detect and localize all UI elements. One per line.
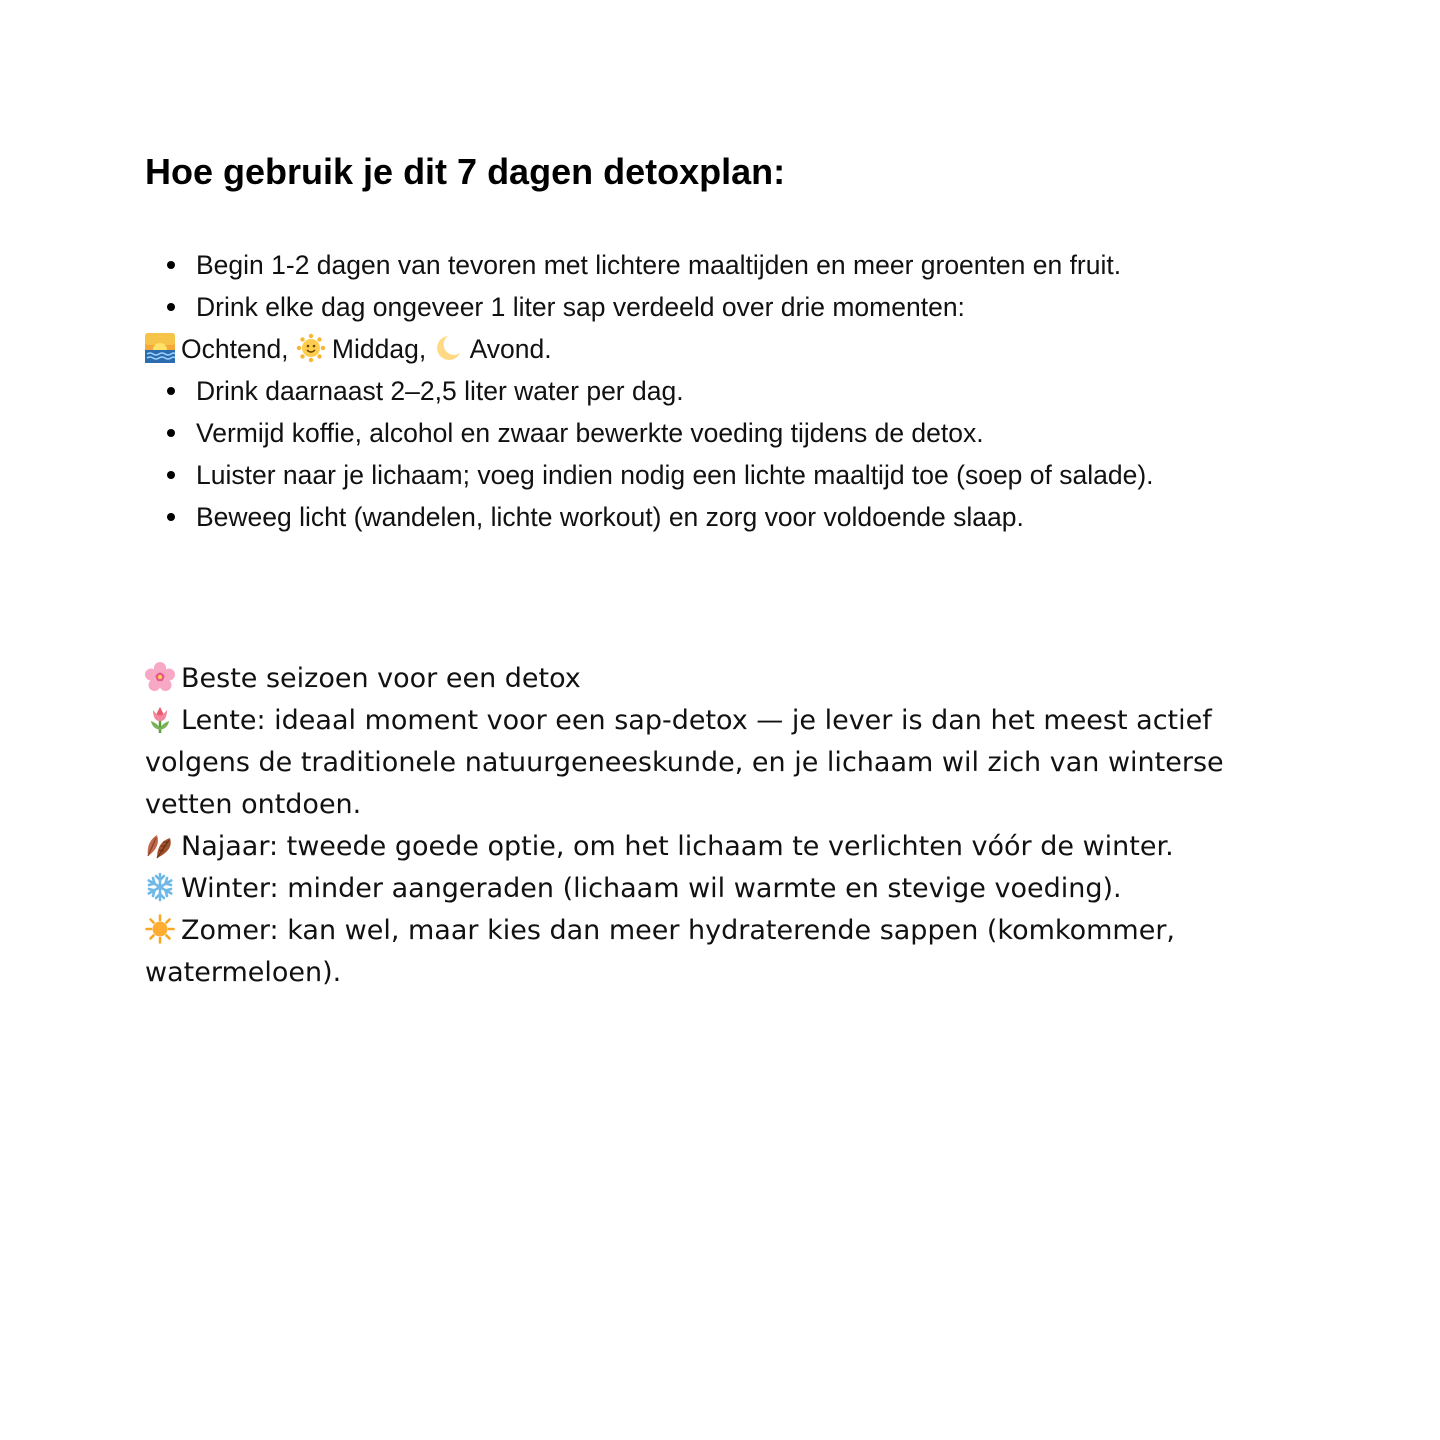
season-winter bbox=[145, 868, 1305, 910]
moment-midday: Middag, bbox=[331, 334, 427, 364]
season-title-text: Beste seizoen voor een detox bbox=[181, 663, 581, 694]
list-item-text: Beweeg licht (wandelen, lichte workout) en zorg voor voldoende slaap. bbox=[196, 502, 1024, 532]
season-title bbox=[145, 658, 1305, 700]
list-item-text: Luister naar je lichaam; voeg indien nodig een lichte maaltijd toe (soep of salade). bbox=[196, 460, 1154, 490]
season-spring bbox=[145, 700, 1305, 826]
bullet-dot bbox=[167, 429, 175, 437]
sunrise-icon bbox=[145, 333, 175, 363]
list-item-text: Drink daarnaast 2–2,5 liter water per dag. bbox=[196, 376, 684, 406]
detox-document bbox=[145, 150, 1305, 994]
list-item bbox=[145, 496, 1305, 538]
cherry-blossom-icon bbox=[145, 662, 175, 692]
bullet-dot bbox=[167, 471, 175, 479]
bullet-dot bbox=[167, 303, 175, 311]
fallen-leaves-icon bbox=[145, 830, 175, 860]
sun-face-icon bbox=[296, 333, 326, 363]
list-item-text: Vermijd koffie, alcohol en zwaar bewerkte voeding tijdens de detox. bbox=[196, 418, 984, 448]
season-winter-text: Winter: minder aangeraden (lichaam wil warmte en stevige voeding). bbox=[181, 873, 1122, 904]
sun-icon bbox=[145, 914, 175, 944]
moments-line bbox=[145, 328, 1305, 370]
bullet-dot bbox=[167, 513, 175, 521]
season-autumn bbox=[145, 826, 1305, 868]
list-item bbox=[145, 412, 1305, 454]
tulip-icon bbox=[145, 704, 175, 734]
list-item bbox=[145, 370, 1305, 412]
moment-evening: Avond. bbox=[469, 334, 552, 364]
bullet-dot bbox=[167, 261, 175, 269]
season-summer-text: Zomer: kan wel, maar kies dan meer hydraterende sappen (komkommer, watermeloen). bbox=[145, 915, 1176, 988]
season-summer bbox=[145, 910, 1305, 994]
page-title: Hoe gebruik je dit 7 dagen detoxplan: bbox=[145, 151, 786, 192]
season-section bbox=[145, 658, 1305, 994]
season-spring-text: Lente: ideaal moment voor een sap-detox — je lever is dan het meest actief volgens de traditionele natuurgeneeskunde, en je lichaam wil zich van winterse vetten ontdoen. bbox=[145, 705, 1224, 820]
list-item-text: Begin 1-2 dagen van tevoren met lichtere maaltijden en meer groenten en fruit. bbox=[196, 250, 1122, 280]
list-item-text: Drink elke dag ongeveer 1 liter sap verdeeld over drie momenten: bbox=[196, 292, 965, 322]
list-item bbox=[145, 454, 1305, 496]
snowflake-icon bbox=[145, 872, 175, 902]
moment-morning: Ochtend, bbox=[181, 334, 289, 364]
bullet-dot bbox=[167, 387, 175, 395]
season-autumn-text: Najaar: tweede goede optie, om het lichaam te verlichten vóór de winter. bbox=[181, 831, 1174, 862]
list-item bbox=[145, 286, 1305, 328]
instructions-list bbox=[145, 244, 1305, 538]
crescent-moon-icon bbox=[434, 333, 464, 363]
list-item bbox=[145, 244, 1305, 286]
